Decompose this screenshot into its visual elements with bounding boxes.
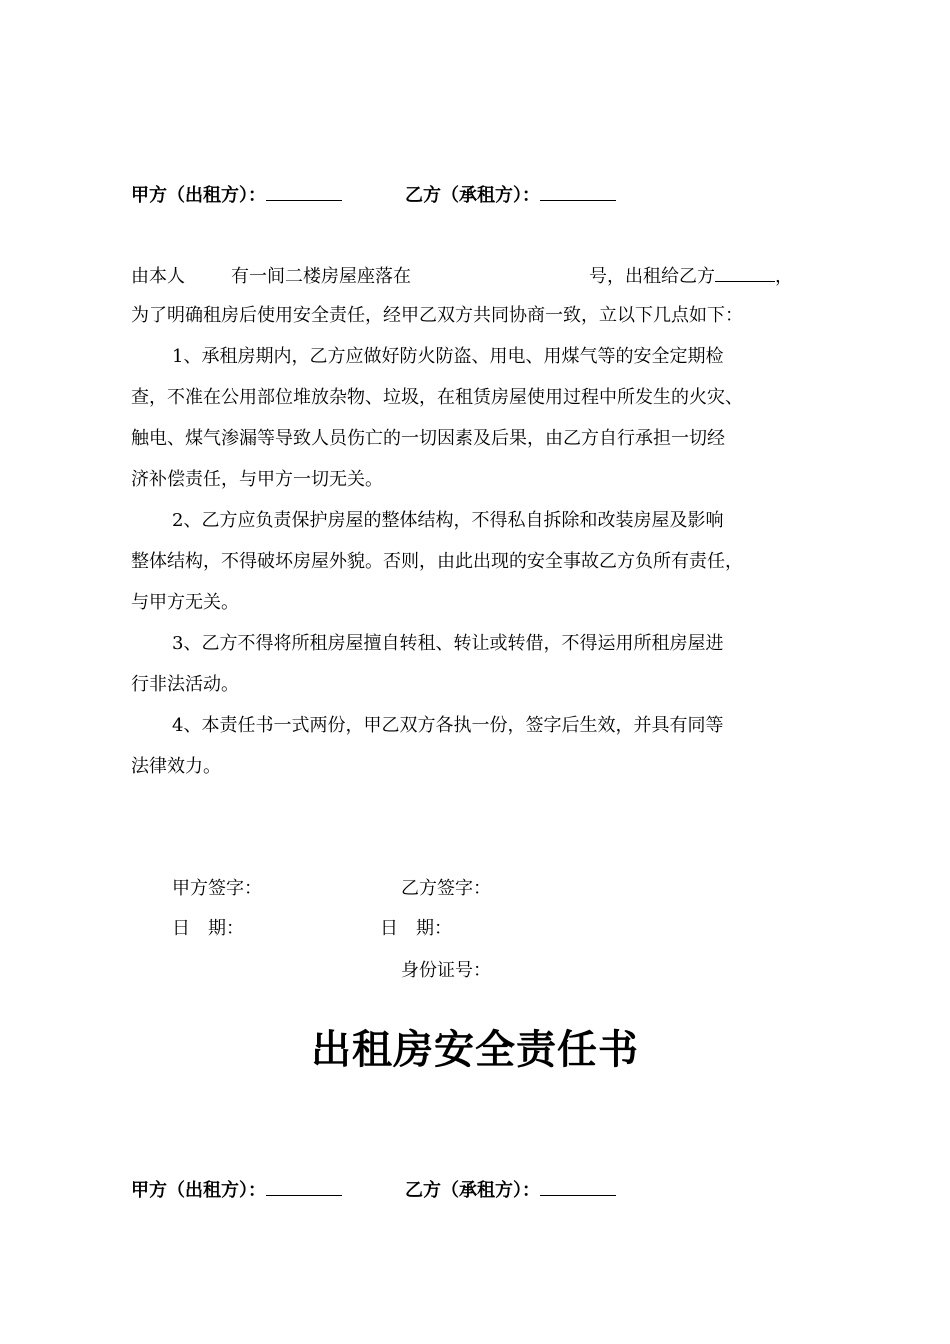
clause-line: 与甲方无关。 [131,592,239,613]
intro-part1: 由本人 [131,266,185,287]
clause-1 [131,336,831,500]
party-a-sign: 甲方签字： [172,878,262,899]
party-a-header-bottom [131,1176,342,1202]
tenant-blank[interactable] [715,265,775,282]
party-a-label: 甲方（出租方）： [131,185,266,206]
party-b-sign: 乙方签字： [401,878,491,899]
party-b-blank[interactable] [540,184,616,201]
party-b-date: 日 期： [380,918,452,939]
clause-4 [131,705,831,787]
party-b-label: 乙方（承租方）： [405,1180,540,1201]
document-title: 出租房安全责任书 [311,1026,639,1073]
party-b-header-bottom [405,1176,616,1202]
clause-line: 行非法活动。 [131,674,239,695]
clause-line: 3、乙方不得将所租房屋擅自转租、转让或转借，不得运用所租房屋进 [172,633,724,654]
clause-line: 整体结构，不得破坏房屋外貌。否则，由此出现的安全事故乙方负所有责任， [131,551,743,572]
party-a-blank[interactable] [266,1179,342,1196]
id-number-label: 身份证号： [401,960,491,981]
intro-part3-group [589,262,793,288]
clause-line: 触电、煤气渗漏等导致人员伤亡的一切因素及后果，由乙方自行承担一切经 [131,428,725,449]
clause-line: 1、承租房期内，乙方应做好防火防盗、用电、用煤气等的安全定期检 [172,346,724,367]
party-b-label: 乙方（承租方）： [405,185,540,206]
clause-line: 4、本责任书一式两份，甲乙双方各执一份，签字后生效，并具有同等 [172,715,724,736]
clause-line: 济补偿责任，与甲方一切无关。 [131,469,383,490]
clause-line: 法律效力。 [131,756,221,777]
intro-part2: 有一间二楼房屋座落在 [231,266,411,287]
party-b-header-top [405,181,616,207]
party-a-date: 日 期： [172,918,244,939]
intro-part3: 号，出租给乙方 [589,266,715,287]
party-a-header-top [131,181,342,207]
clause-3 [131,623,831,705]
party-a-label: 甲方（出租方）： [131,1180,266,1201]
clause-line: 2、乙方应负责保护房屋的整体结构，不得私自拆除和改装房屋及影响 [172,510,724,531]
party-b-blank[interactable] [540,1179,616,1196]
party-a-blank[interactable] [266,184,342,201]
contract-body [131,295,831,787]
intro-part4: ， [775,266,793,287]
intro-line2: 为了明确租房后使用安全责任，经甲乙双方共同协商一致，立以下几点如下： [131,305,743,326]
clause-line: 查，不准在公用部位堆放杂物、垃圾，在租赁房屋使用过程中所发生的火灾、 [131,387,743,408]
clause-2 [131,500,831,623]
